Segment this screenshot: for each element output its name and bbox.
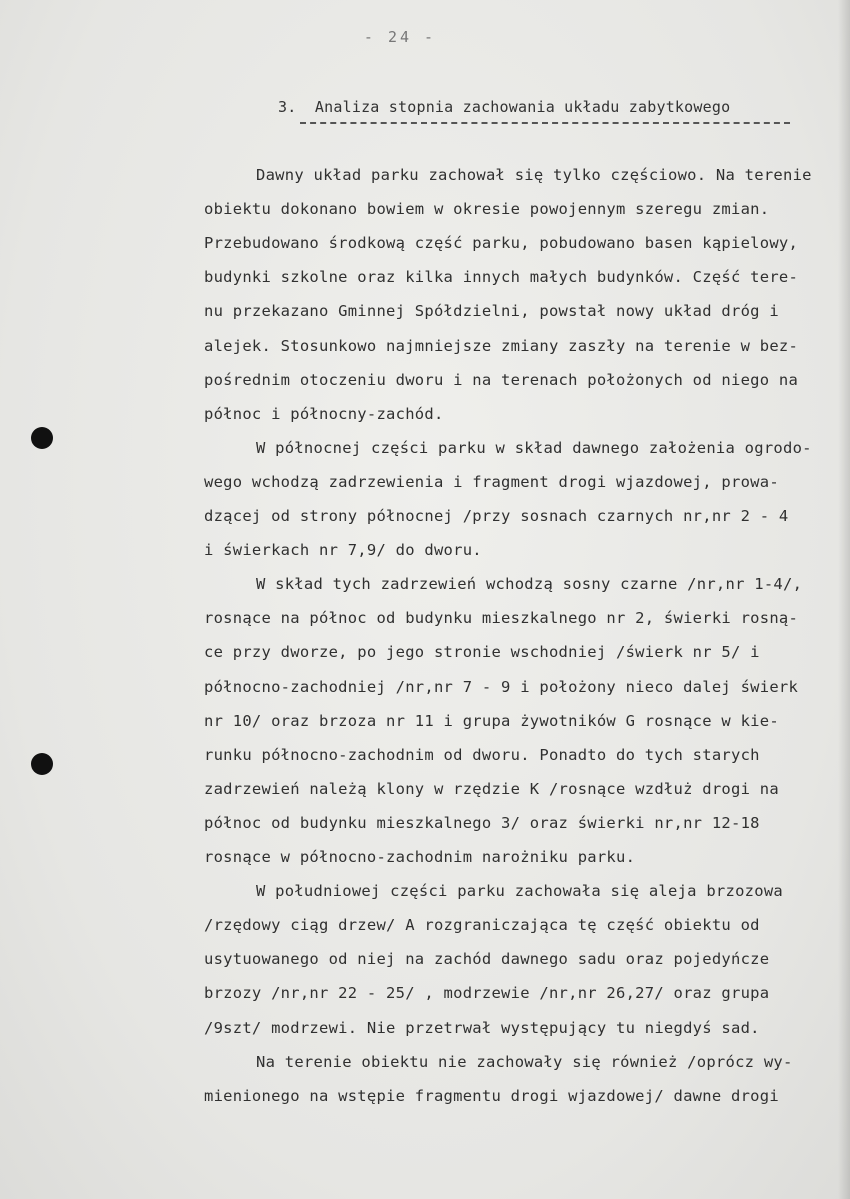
text-line: usytuowanego od niej na zachód dawnego sadu oraz pojedyńcze [204, 950, 770, 969]
text-line: i świerkach nr 7,9/ do dworu. [204, 541, 482, 560]
text-line: rosnące w północno-zachodnim narożniku parku. [204, 848, 636, 866]
text-line: północ od budynku mieszkalnego 3/ oraz świerki nr,nr 12-18 [204, 813, 760, 832]
text-line: W północnej części parku w skład dawnego założenia ogrodo- [256, 438, 812, 457]
text-line: północno-zachodniej /nr,nr 7 - 9 i położony nieco dalej świerk [204, 677, 799, 696]
punch-hole [31, 753, 53, 775]
text-line: Przebudowano środkową część parku, pobudowano basen kąpielowy, [204, 234, 799, 253]
text-line: alejek. Stosunkowo najmniejsze zmiany zaszły na terenie w bez- [204, 336, 799, 355]
text-line: dzącej od strony północnej /przy sosnach czarnych nr,nr 2 - 4 [204, 507, 789, 525]
text-line: mienionego na wstępie fragmentu drogi wjazdowej/ dawne drogi [204, 1086, 779, 1105]
text-line: runku północno-zachodnim od dworu. Ponadto do tych starych [204, 745, 760, 764]
page-edge-shadow [838, 0, 850, 1199]
text-line: Dawny układ parku zachował się tylko częściowo. Na terenie [256, 166, 812, 184]
punch-hole [31, 427, 53, 449]
text-line: obiektu dokonano bowiem w okresie powojennym szeregu zmian. [204, 200, 770, 219]
text-line: ce przy dworze, po jego stronie wschodniej /świerk nr 5/ i [204, 643, 760, 662]
text-line: pośrednim otoczeniu dworu i na terenach położonych od niego na [204, 370, 799, 389]
text-line: zadrzewień należą klony w rzędzie K /rosnące wzdłuż drogi na [204, 779, 779, 798]
heading-underline [300, 122, 790, 124]
text-line: nr 10/ oraz brzoza nr 11 i grupa żywotników G rosnące w kie- [204, 711, 779, 730]
text-line: Na terenie obiektu nie zachowały się również /oprócz wy- [256, 1052, 793, 1071]
text-line: /rzędowy ciąg drzew/ A rozgraniczająca tę część obiektu od [204, 916, 760, 935]
text-line: /9szt/ modrzewi. Nie przetrwał występujący tu niegdyś sad. [204, 1018, 760, 1037]
page-number: - 24 - [363, 28, 437, 46]
text-line: W południowej części parku zachowała się aleja brzozowa [256, 882, 783, 901]
text-line: nu przekazano Gminnej Spółdzielni, powstał nowy układ dróg i [204, 302, 779, 321]
section-heading: 3. Analiza stopnia zachowania układu zabytkowego [278, 98, 731, 116]
text-line: brzozy /nr,nr 22 - 25/ , modrzewie /nr,nr 26,27/ oraz grupa [204, 984, 770, 1003]
text-line: W skład tych zadrzewień wchodzą sosny czarne /nr,nr 1-4/, [256, 575, 803, 594]
text-line: rosnące na północ od budynku mieszkalnego nr 2, świerki rosną- [204, 609, 799, 628]
text-line: północ i północny-zachód. [204, 404, 444, 423]
text-line: budynki szkolne oraz kilka innych małych budynków. Część tere- [204, 268, 799, 287]
text-line: wego wchodzą zadrzewienia i fragment drogi wjazdowej, prowa- [204, 472, 779, 491]
